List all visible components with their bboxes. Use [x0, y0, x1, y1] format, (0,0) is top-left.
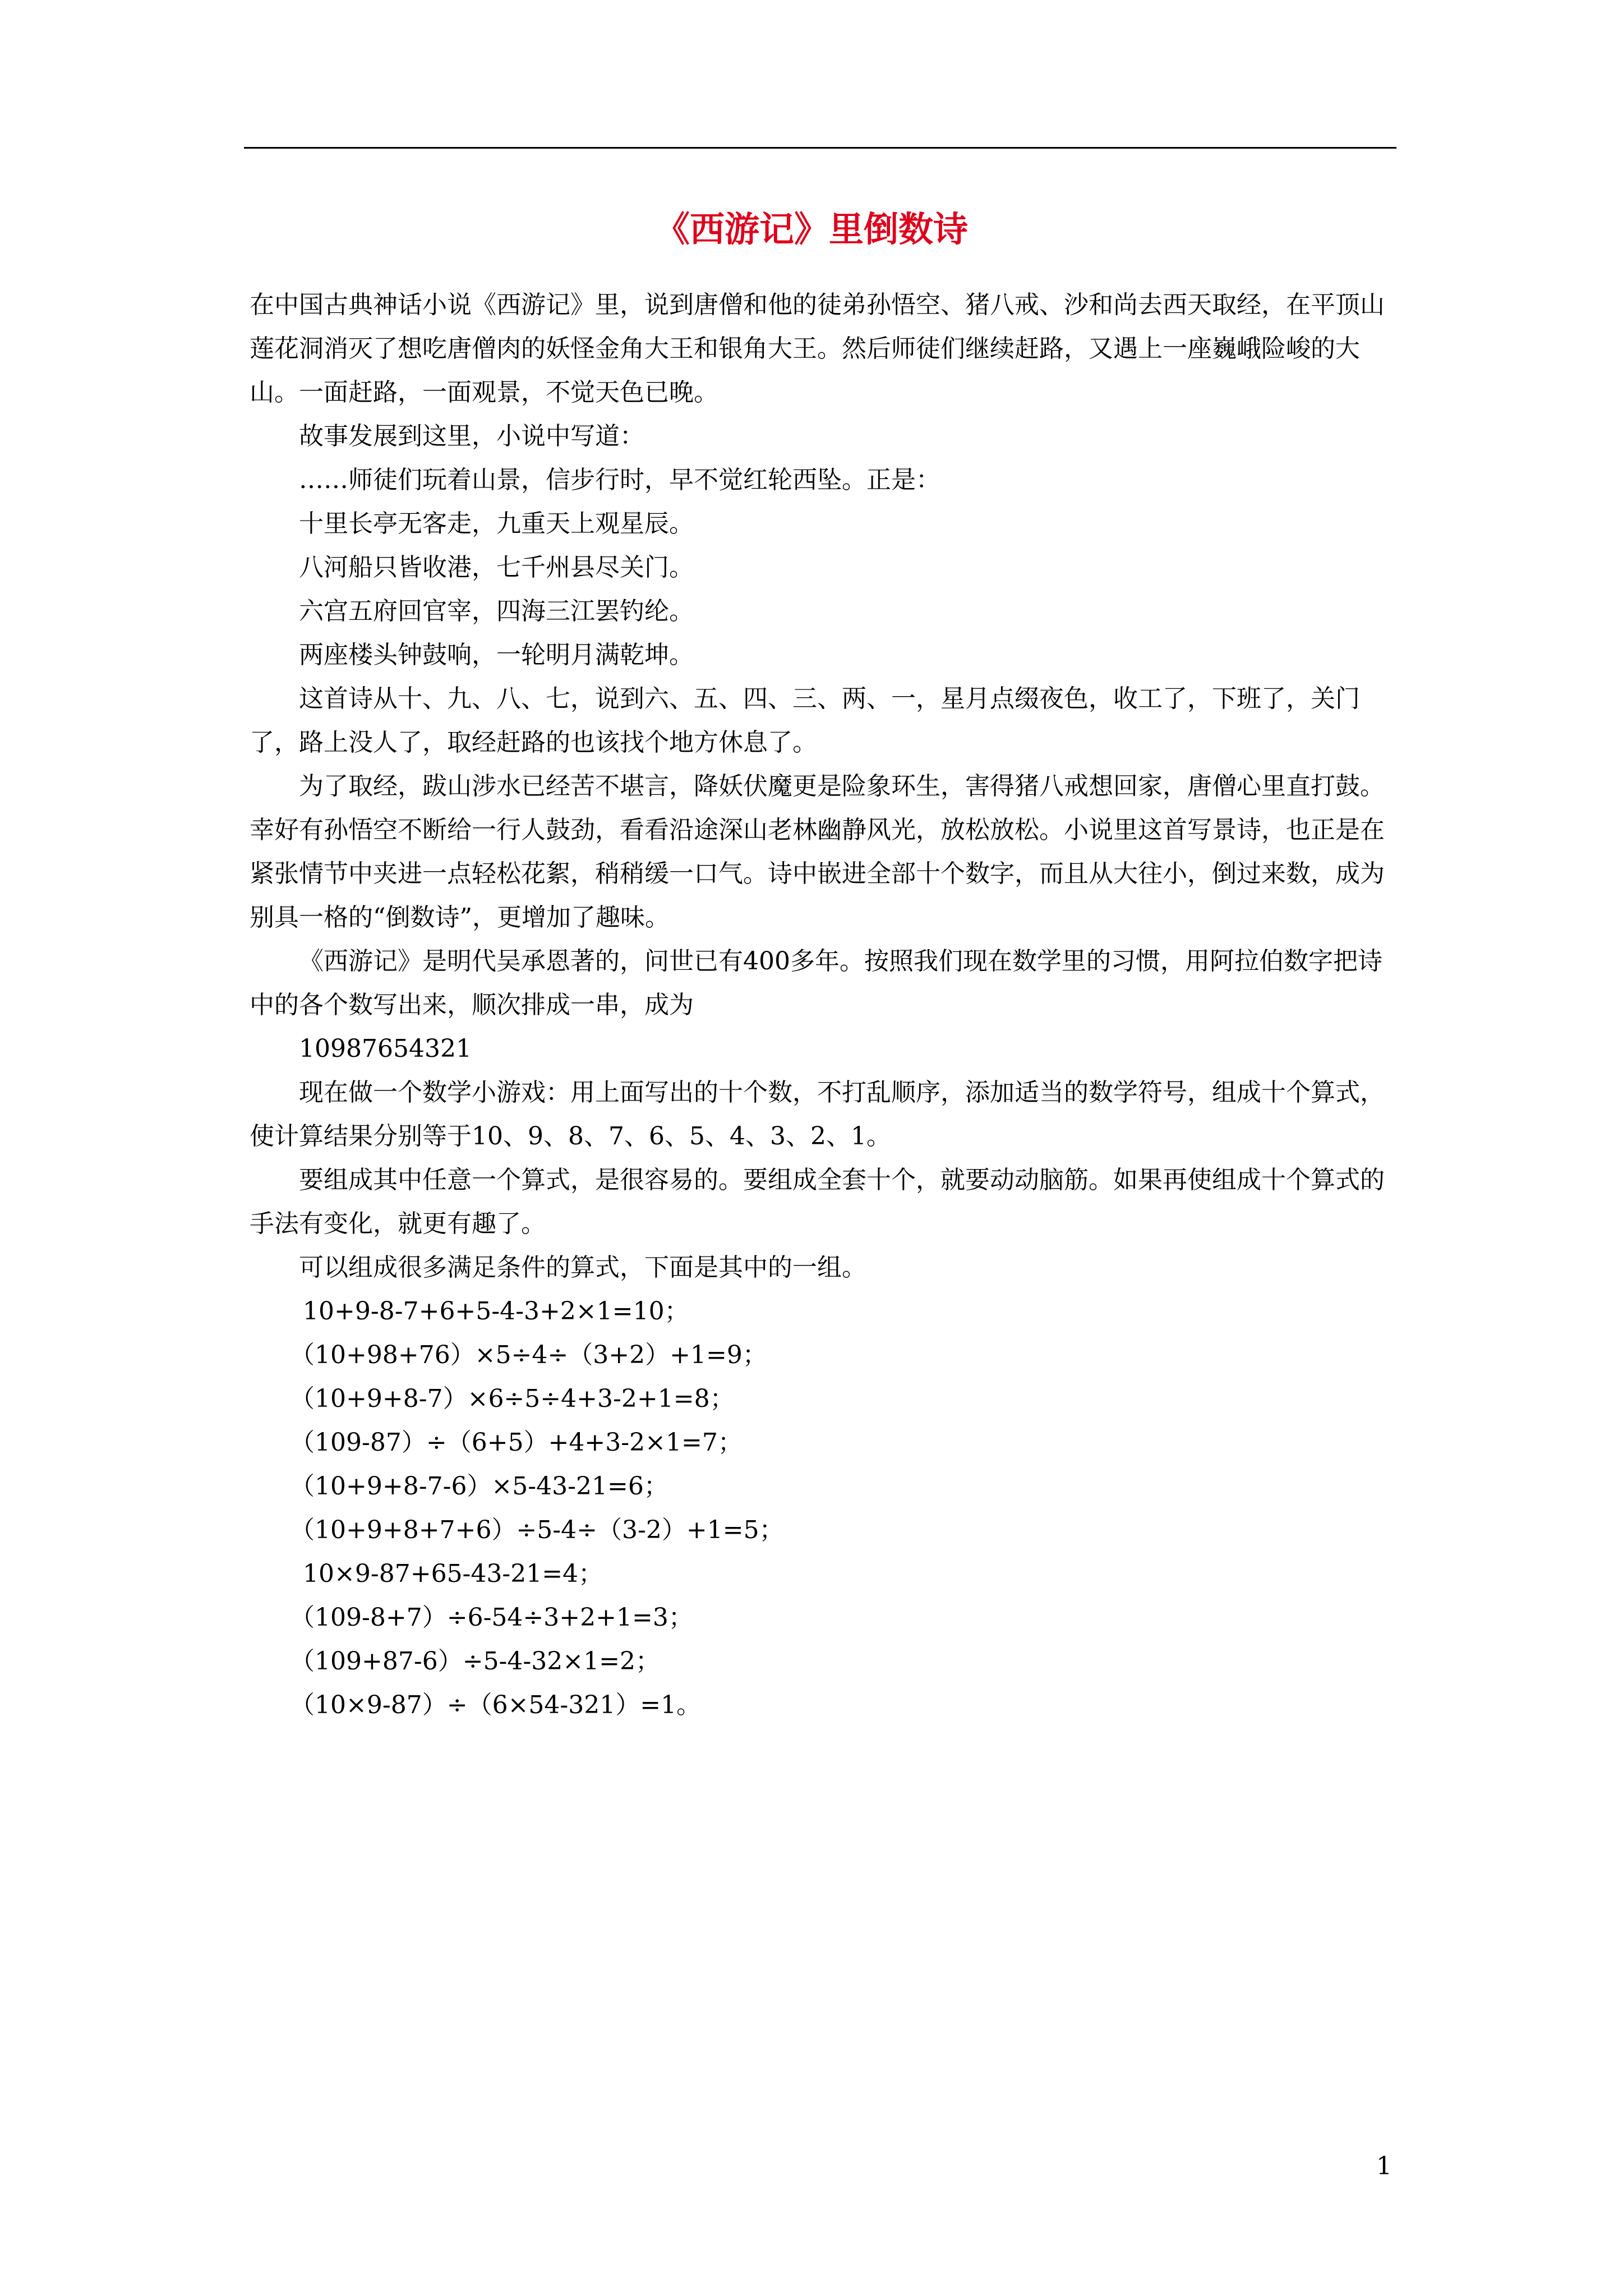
paragraph-solutions-intro: 可以组成很多满足条件的算式，下面是其中的一组。 — [299, 1253, 866, 1282]
formula-6: （10+9+8-7-6）×5-43-21=6； — [290, 1472, 668, 1501]
paragraph-countdown: 这首诗从十、九、八、七，说到六、五、四、三、两、一，星月点缀夜色，收工了，下班了，关门了，路上没人了，取经赶路的也该找个地方休息了。 — [250, 684, 1360, 757]
formula-8: （10+9+8-7）×6÷5÷4+3-2+1=8； — [290, 1384, 735, 1413]
formula-4: 10×9-87+65-43-21=4； — [303, 1559, 603, 1588]
paragraph-history: 《西游记》是明代吴承恩著的，问世已有400多年。按照我们现在数学里的习惯，用阿拉伯数字把诗中的各个数写出来，顺次排成一串，成为 — [250, 947, 1382, 1019]
poem-line-3: 六宫五府回官宰，四海三江罢钓纶。 — [299, 597, 694, 625]
paragraph-story: 故事发展到这里，小说中写道： — [299, 422, 644, 450]
paragraph-intro: 在中国古典神话小说《西游记》里，说到唐僧和他的徒弟孙悟空、猪八戒、沙和尚去西天取经，在平顶山莲花洞消灭了想吃唐僧肉的妖怪金角大王和银角大王。然后师徒们继续赶路，又遇上一座巍峨险峻的大山。一面赶路，一面观景，不觉天色已晚。 — [250, 291, 1385, 407]
formula-5: （10+9+8+7+6）÷5-4÷（3-2）+1=5； — [290, 1516, 784, 1544]
paragraph-quote-lead: ……师徒们玩着山景，信步行时，早不觉红轮西坠。正是： — [299, 466, 940, 494]
formula-10: 10+9-8-7+6+5-4-3+2×1=10； — [303, 1297, 689, 1326]
formula-9: （10+98+76）×5÷4÷（3+2）+1=9； — [290, 1341, 767, 1369]
number-sequence: 10987654321 — [299, 1034, 472, 1063]
poem-line-4: 两座楼头钟鼓响，一轮明月满乾坤。 — [299, 641, 694, 669]
formula-1: （10×9-87）÷（6×54-321）=1。 — [290, 1691, 702, 1719]
page-number: 1 — [1376, 2152, 1392, 2180]
formula-3: （109-8+7）÷6-54÷3+2+1=3； — [290, 1603, 693, 1632]
header-rule — [244, 147, 1396, 149]
paragraph-challenge: 要组成其中任意一个算式，是很容易的。要组成全套十个，就要动动脑筋。如果再使组成十个算式的手法有变化，就更有趣了。 — [250, 1166, 1385, 1238]
poem-line-1: 十里长亭无客走，九重天上观星辰。 — [299, 509, 694, 538]
paragraph-journey: 为了取经，跋山涉水已经苦不堪言，降妖伏魔更是险象环生，害得猪八戒想回家，唐僧心里直打鼓。幸好有孙悟空不断给一行人鼓劲，看看沿途深山老林幽静风光，放松放松。小说里这首写景诗，也正是在紧张情节中夹进一点轻松花絮，稍稍缓一口气。诗中嵌进全部十个数字，而且从大往小，倒过来数，成为别具一格的“倒数诗”，更增加了趣味。 — [250, 772, 1385, 932]
poem-line-2: 八河船只皆收港，七千州县尽关门。 — [299, 553, 694, 582]
formula-2: （109+87-6）÷5-4-32×1=2； — [290, 1647, 660, 1676]
article-body — [250, 283, 1396, 1727]
formula-7: （109-87）÷（6+5）+4+3-2×1=7； — [290, 1428, 743, 1457]
paragraph-game: 现在做一个数学小游戏：用上面写出的十个数，不打乱顺序，添加适当的数学符号，组成十个算式，使计算结果分别等于10、9、8、7、6、5、4、3、2、1。 — [250, 1078, 1385, 1151]
page-title: 《西游记》里倒数诗 — [654, 209, 968, 250]
